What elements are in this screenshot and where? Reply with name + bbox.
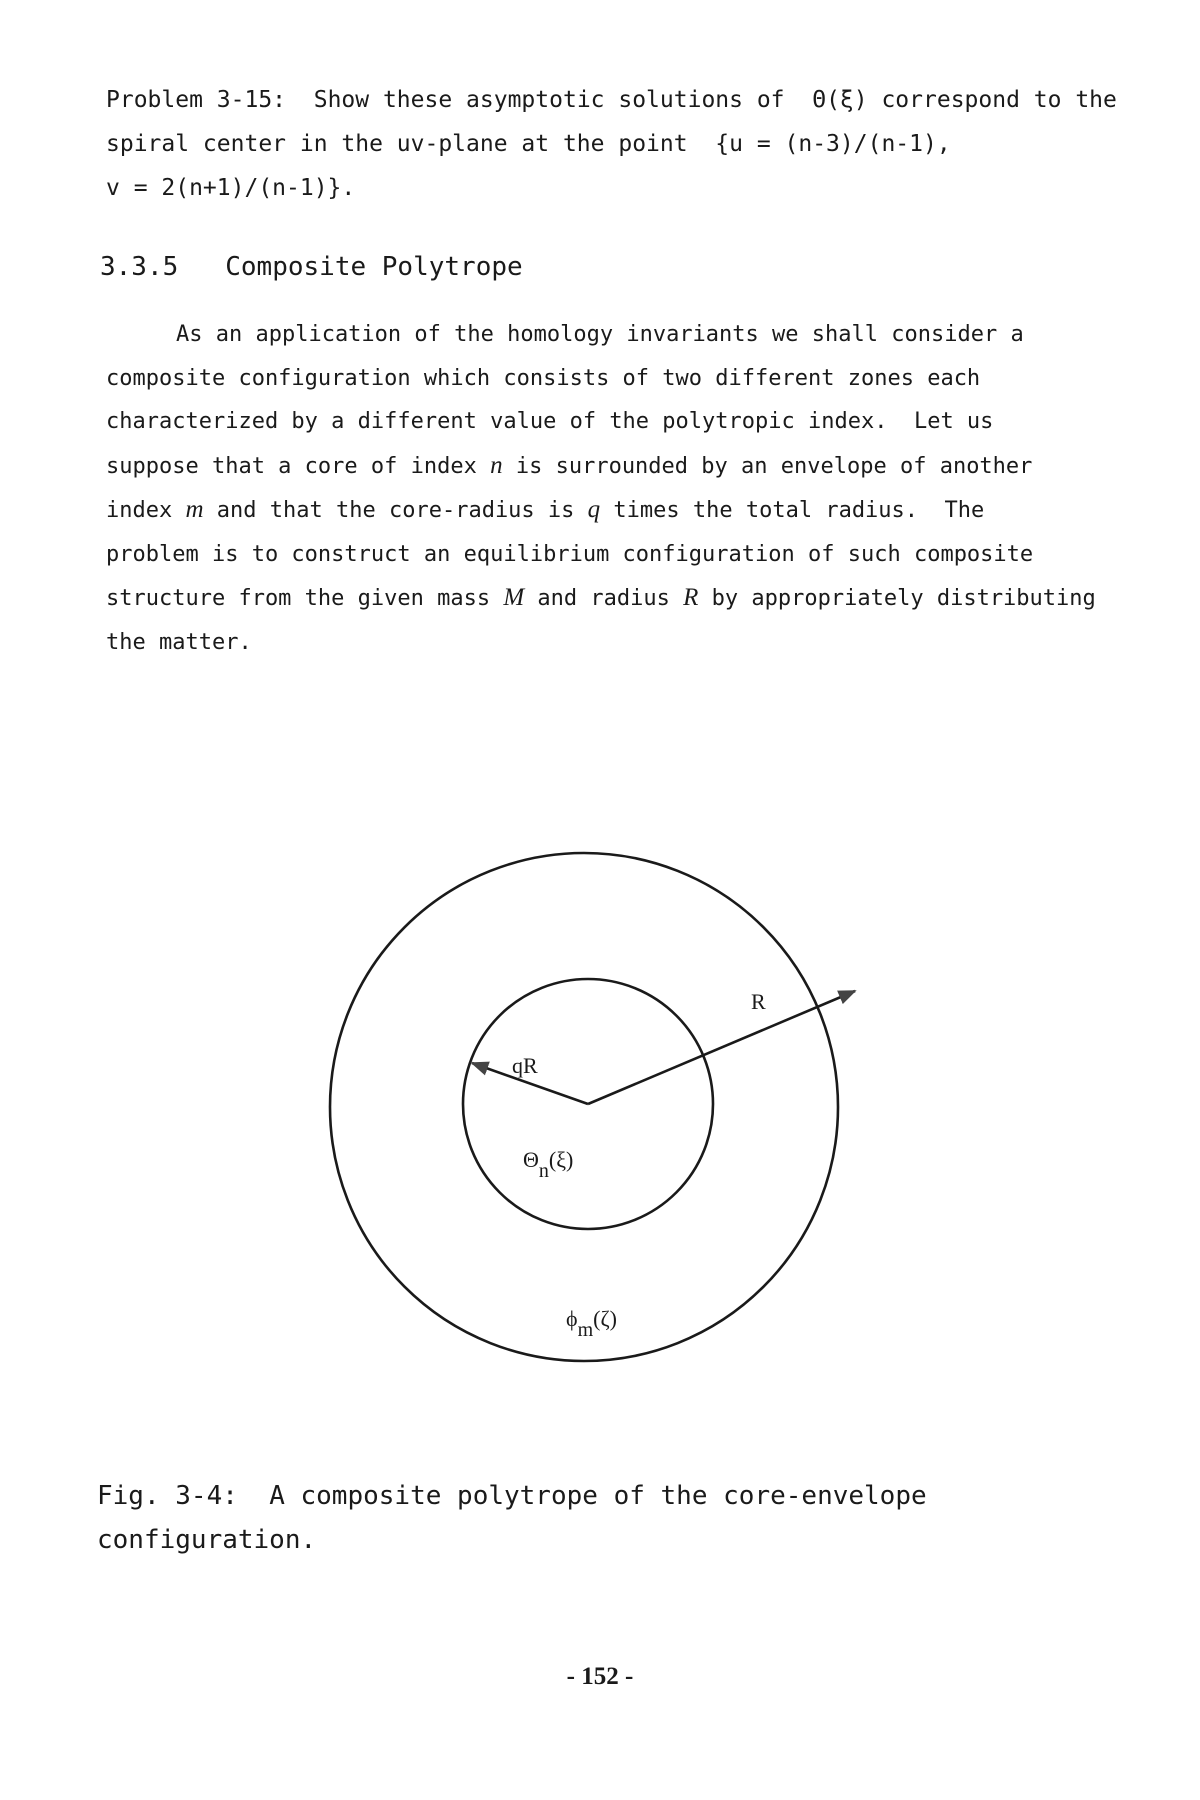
variable-q: q xyxy=(587,496,601,523)
radius-arrow-outer xyxy=(588,991,855,1104)
caption-line-2: configuration. xyxy=(97,1525,317,1555)
core-function-label: Θn(ξ) xyxy=(523,1147,574,1182)
paragraph-line: problem is to construct an equilibrium configuration of such composite xyxy=(106,541,1034,567)
problem-line-2: spiral center in the uv-plane at the point {u = (n-3)/(n-1), xyxy=(106,131,951,157)
core-radius-label: qR xyxy=(512,1053,538,1078)
figure-caption xyxy=(97,1474,927,1562)
paragraph-line: As an application of the homology invariants we shall consider a xyxy=(176,322,1024,347)
section-number: 3.3.5 xyxy=(100,252,179,282)
variable-n: n xyxy=(490,451,503,479)
envelope-function-label: ϕm(ζ) xyxy=(566,1306,617,1341)
caption-label: Fig. 3-4: xyxy=(97,1481,238,1511)
problem-label: Problem 3-15: xyxy=(106,87,287,113)
variable-M: M xyxy=(503,584,525,611)
paragraph-line: structure from the given mass M and radius R by appropriately distributing xyxy=(106,584,1096,611)
problem-line-1: Problem 3-15: Show these asymptotic solutions of Θ(ξ) correspond to the xyxy=(106,87,1117,113)
paragraph-line: composite configuration which consists of two different zones each xyxy=(106,365,981,391)
paragraph-line: suppose that a core of index n is surrounded by an envelope of another xyxy=(106,451,1033,479)
section-title: Composite Polytrope xyxy=(225,252,523,282)
paragraph-line: index m and that the core-radius is q times the total radius. The xyxy=(106,496,985,523)
variable-m: m xyxy=(185,496,204,523)
caption-line-1: Fig. 3-4: A composite polytrope of the core-envelope xyxy=(97,1481,927,1511)
paragraph-line: the matter. xyxy=(106,629,252,655)
outer-boundary-circle xyxy=(330,853,838,1361)
variable-R: R xyxy=(683,584,699,611)
problem-line-3: v = 2(n+1)/(n-1)}. xyxy=(106,175,356,201)
outer-radius-label: R xyxy=(751,989,766,1014)
paragraph-line: characterized by a different value of the polytropic index. Let us xyxy=(106,409,994,434)
page-number: - 152 - xyxy=(566,1663,634,1690)
